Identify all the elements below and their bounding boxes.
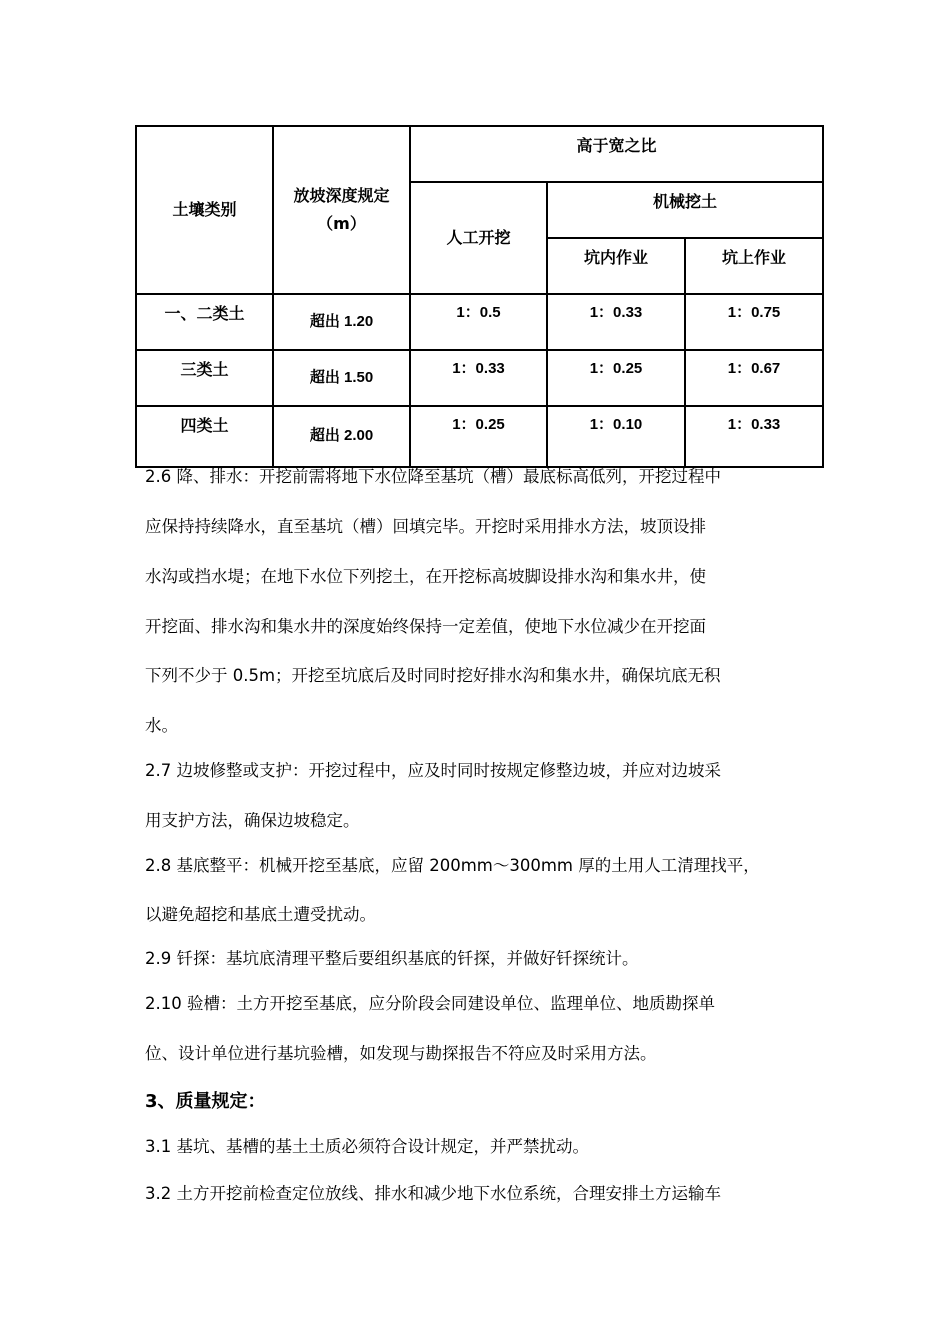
paragraph-line: 应保持持续降水，直至基坑（槽）回填完毕。开挖时采用排水方法，坡顶设排: [145, 517, 706, 536]
paragraph-line: 2.7 边坡修整或支护：开挖过程中，应及时同时按规定修整边坡，并应对边坡采: [145, 761, 721, 780]
table-row: [136, 406, 823, 467]
slope-ratio-table: [135, 125, 824, 468]
paragraph-line: 用支护方法，确保边坡稳定。: [145, 811, 360, 830]
paragraph-line: 开挖面、排水沟和集水井的深度始终保持一定差值，使地下水位减少在开挖面: [145, 617, 706, 636]
header-manual-excavation: 人工开挖: [410, 182, 547, 294]
section-heading: 3、质量规定：: [145, 1091, 266, 1112]
paragraph-line: 3.1 基坑、基槽的基土土质必须符合设计规定，并严禁扰动。: [145, 1137, 589, 1156]
paragraph-line: 下列不少于 0.5m；开挖至坑底后及时同时挖好排水沟和集水井，确保坑底无积: [145, 666, 721, 685]
paragraph-line: 2.6 降、排水：开挖前需将地下水位降至基坑（槽）最底标高低列，开挖过程中: [145, 467, 721, 486]
soil-type-cell: 一、二类土: [136, 294, 273, 350]
header-slope-depth: [273, 126, 410, 294]
on-pit-ratio-cell: 1：0.75: [685, 294, 823, 350]
on-pit-ratio-cell: 1：0.67: [685, 350, 823, 406]
depth-cell: 超出 1.20: [273, 294, 410, 350]
manual-ratio-cell: 1：0.25: [410, 406, 547, 467]
paragraph-line: 以避免超挖和基底土遭受扰动。: [145, 905, 376, 924]
header-in-pit: 坑内作业: [547, 238, 685, 294]
depth-cell: 超出 1.50: [273, 350, 410, 406]
in-pit-ratio-cell: 1：0.33: [547, 294, 685, 350]
header-slope-depth-unit: （m）: [317, 214, 366, 233]
on-pit-ratio-cell: 1：0.33: [685, 406, 823, 467]
soil-type-cell: 四类土: [136, 406, 273, 467]
paragraph-line: 位、设计单位进行基坑验槽，如发现与勘探报告不符应及时采用方法。: [145, 1044, 657, 1063]
paragraph-line: 2.10 验槽：土方开挖至基底，应分阶段会同建设单位、监理单位、地质勘探单: [145, 994, 715, 1013]
table-row: [136, 294, 823, 350]
depth-cell: 超出 2.00: [273, 406, 410, 467]
paragraph-line: 2.9 钎探：基坑底清理平整后要组织基底的钎探，并做好钎探统计。: [145, 949, 639, 968]
header-on-pit: 坑上作业: [685, 238, 823, 294]
paragraph-line: 水。: [145, 716, 178, 735]
manual-ratio-cell: 1：0.33: [410, 350, 547, 406]
paragraph-line: 水沟或挡水堤；在地下水位下列挖土，在开挖标高坡脚设排水沟和集水井，使: [145, 567, 706, 586]
header-machine-excavation: 机械挖土: [547, 182, 823, 238]
soil-type-cell: 三类土: [136, 350, 273, 406]
paragraph-line: 2.8 基底整平：机械开挖至基底，应留 200mm～300mm 厚的土用人工清理找平，: [145, 856, 760, 875]
manual-ratio-cell: 1：0.5: [410, 294, 547, 350]
table-row: [136, 350, 823, 406]
header-height-width-ratio: 高于宽之比: [410, 126, 823, 182]
header-soil-type: 土壤类别: [136, 126, 273, 294]
paragraph-line: 3.2 土方开挖前检查定位放线、排水和减少地下水位系统，合理安排土方运输车: [145, 1184, 721, 1203]
in-pit-ratio-cell: 1：0.25: [547, 350, 685, 406]
header-slope-depth-label: 放坡深度规定: [293, 186, 390, 206]
in-pit-ratio-cell: 1：0.10: [547, 406, 685, 467]
